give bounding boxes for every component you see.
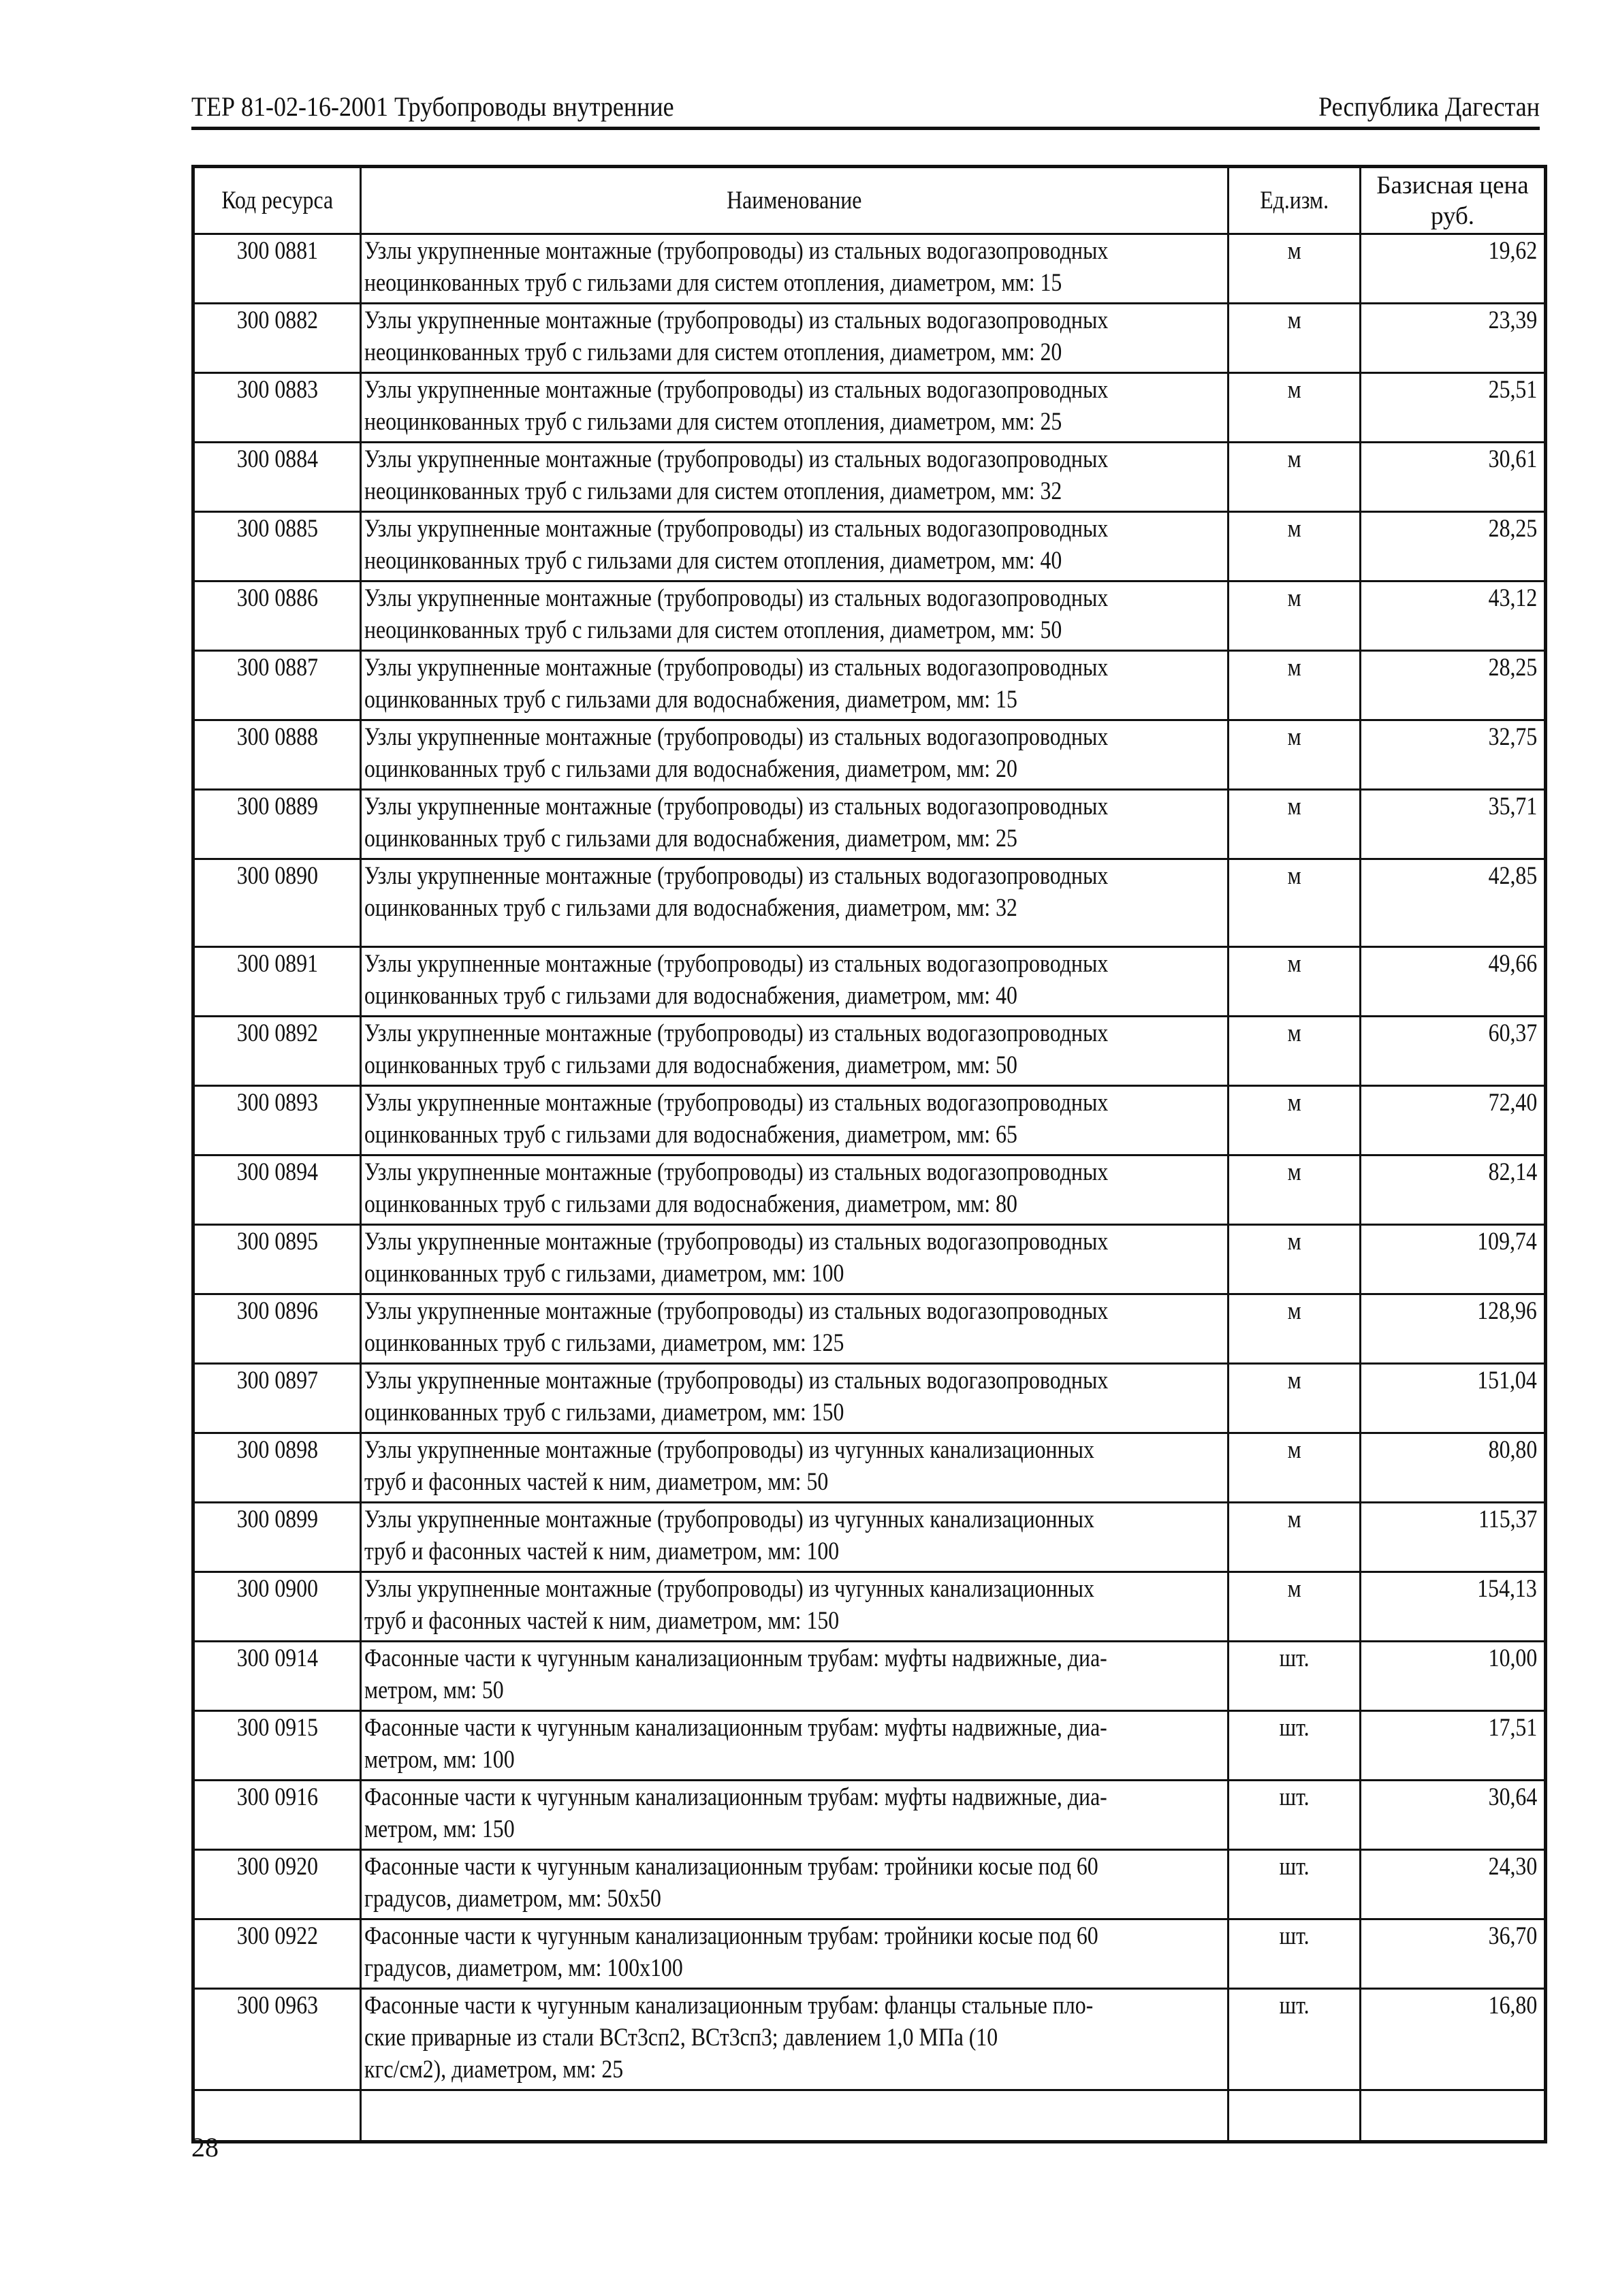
resource-price-table (191, 165, 1547, 2143)
resource-name-line: труб и фасонных частей к ним, диаметром, мм: 100 (364, 1537, 840, 1565)
unit-cell: шт. (1229, 1989, 1361, 2090)
resource-name-line: Узлы укрупненные монтажные (трубопроводы) из стальных водогазопроводных (364, 654, 1109, 682)
resource-name-cell (361, 1989, 1229, 2090)
resource-code-cell: 300 0887 (193, 651, 361, 720)
resource-name-line: оцинкованных труб с гильзами, диаметром, мм: 100 (364, 1260, 844, 1288)
empty-cell (1229, 2090, 1361, 2142)
resource-code-cell: 300 0922 (193, 1919, 361, 1989)
resource-name-line: градусов, диаметром, мм: 50х50 (364, 1885, 661, 1913)
resource-name-cell (361, 512, 1229, 581)
resource-name-line: метром, мм: 50 (364, 1676, 504, 1704)
resource-name-cell (361, 443, 1229, 512)
resource-name-line: оцинкованных труб с гильзами для водоснабжения, диаметром, мм: 50 (364, 1051, 1017, 1079)
table-row (193, 859, 1546, 947)
resource-code-cell: 300 0900 (193, 1572, 361, 1642)
resource-name-line: труб и фасонных частей к ним, диаметром, мм: 50 (364, 1468, 829, 1496)
resource-name-cell (361, 947, 1229, 1017)
document-title: ТЕР 81-02-16-2001 Трубопроводы внутренние (191, 91, 674, 122)
resource-code-cell: 300 0920 (193, 1850, 361, 1919)
table-row (193, 443, 1546, 512)
unit-cell: шт. (1229, 1642, 1361, 1711)
resource-name-line: метром, мм: 150 (364, 1815, 515, 1843)
table-row (193, 512, 1546, 581)
unit-cell: м (1229, 512, 1361, 581)
table-row (193, 234, 1546, 304)
unit-cell: м (1229, 720, 1361, 790)
unit-cell: м (1229, 1017, 1361, 1086)
unit-cell: шт. (1229, 1781, 1361, 1850)
resource-code-cell: 300 0890 (193, 859, 361, 947)
price-cell: 36,70 (1361, 1919, 1546, 1989)
resource-name-cell (361, 1919, 1229, 1989)
resource-name-line: Узлы укрупненные монтажные (трубопроводы) из стальных водогазопроводных (364, 376, 1109, 404)
resource-name-line: Узлы укрупненные монтажные (трубопроводы) из стальных водогазопроводных (364, 862, 1109, 890)
page-header (191, 87, 1540, 130)
resource-name-line: неоцинкованных труб с гильзами для систем отопления, диаметром, мм: 40 (364, 547, 1062, 575)
resource-name-line: оцинкованных труб с гильзами для водоснабжения, диаметром, мм: 25 (364, 825, 1017, 852)
resource-name-line: труб и фасонных частей к ним, диаметром, мм: 150 (364, 1607, 840, 1635)
resource-name-line: оцинкованных труб с гильзами для водоснабжения, диаметром, мм: 15 (364, 686, 1017, 714)
column-header-price: Базисная цена руб. (1361, 167, 1546, 234)
resource-name-cell (361, 1017, 1229, 1086)
unit-cell: м (1229, 1294, 1361, 1364)
resource-name-line: неоцинкованных труб с гильзами для систем отопления, диаметром, мм: 25 (364, 408, 1062, 436)
table-row (193, 947, 1546, 1017)
unit-cell: м (1229, 651, 1361, 720)
empty-cell (1361, 2090, 1546, 2142)
resource-code-cell: 300 0915 (193, 1711, 361, 1781)
table-row (193, 1572, 1546, 1642)
resource-name-line: Узлы укрупненные монтажные (трубопроводы) из стальных водогазопроводных (364, 723, 1109, 751)
resource-name-cell (361, 1850, 1229, 1919)
resource-name-line: Фасонные части к чугунным канализационным трубам: муфты надвижные, диа- (364, 1644, 1107, 1672)
resource-name-line: Фасонные части к чугунным канализационным трубам: муфты надвижные, диа- (364, 1783, 1107, 1811)
resource-name-line: Узлы укрупненные монтажные (трубопроводы) из стальных водогазопроводных (364, 1158, 1109, 1186)
price-cell: 32,75 (1361, 720, 1546, 790)
table-body (193, 234, 1546, 2142)
resource-name-cell (361, 1225, 1229, 1294)
resource-name-cell (361, 1711, 1229, 1781)
resource-code-cell: 300 0916 (193, 1781, 361, 1850)
resource-name-cell (361, 1086, 1229, 1155)
resource-name-line: неоцинкованных труб с гильзами для систем отопления, диаметром, мм: 50 (364, 616, 1062, 644)
empty-table-row (193, 2090, 1546, 2142)
resource-code-cell: 300 0882 (193, 304, 361, 373)
resource-name-line: кгс/см2), диаметром, мм: 25 (364, 2056, 624, 2084)
unit-cell: м (1229, 790, 1361, 859)
price-cell: 17,51 (1361, 1711, 1546, 1781)
page-number: 28 (191, 2132, 219, 2163)
price-cell: 128,96 (1361, 1294, 1546, 1364)
resource-name-line: Узлы укрупненные монтажные (трубопроводы) из стальных водогазопроводных (364, 515, 1109, 543)
resource-code-cell: 300 0896 (193, 1294, 361, 1364)
unit-cell: м (1229, 1503, 1361, 1572)
table-row (193, 1225, 1546, 1294)
unit-cell: м (1229, 859, 1361, 947)
resource-name-line: Узлы укрупненные монтажные (трубопроводы) из стальных водогазопроводных (364, 1297, 1109, 1325)
price-cell: 42,85 (1361, 859, 1546, 947)
resource-name-cell (361, 720, 1229, 790)
resource-name-line: Узлы укрупненные монтажные (трубопроводы) из чугунных канализационных (364, 1575, 1094, 1603)
resource-name-cell (361, 234, 1229, 304)
unit-cell: м (1229, 947, 1361, 1017)
column-header-unit: Ед.изм. (1229, 167, 1361, 234)
resource-name-line: метром, мм: 100 (364, 1746, 515, 1774)
table-row (193, 1364, 1546, 1433)
resource-name-line: оцинкованных труб с гильзами для водоснабжения, диаметром, мм: 40 (364, 982, 1017, 1010)
price-cell: 60,37 (1361, 1017, 1546, 1086)
resource-code-cell: 300 0899 (193, 1503, 361, 1572)
resource-name-cell (361, 1503, 1229, 1572)
unit-cell: шт. (1229, 1850, 1361, 1919)
table-row (193, 651, 1546, 720)
resource-name-line: Узлы укрупненные монтажные (трубопроводы) из стальных водогазопроводных (364, 1089, 1109, 1117)
resource-name-line: Узлы укрупненные монтажные (трубопроводы) из стальных водогазопроводных (364, 950, 1109, 978)
table-row (193, 304, 1546, 373)
resource-code-cell: 300 0963 (193, 1989, 361, 2090)
resource-name-line: оцинкованных труб с гильзами для водоснабжения, диаметром, мм: 80 (364, 1190, 1017, 1218)
resource-name-cell (361, 790, 1229, 859)
price-cell: 19,62 (1361, 234, 1546, 304)
resource-name-line: градусов, диаметром, мм: 100х100 (364, 1954, 683, 1982)
table-row (193, 1433, 1546, 1503)
table-row (193, 1017, 1546, 1086)
price-cell: 28,25 (1361, 651, 1546, 720)
price-cell: 23,39 (1361, 304, 1546, 373)
table-row (193, 1711, 1546, 1781)
unit-cell: м (1229, 304, 1361, 373)
price-cell: 80,80 (1361, 1433, 1546, 1503)
resource-name-line: ские приварные из стали ВСт3сп2, ВСт3сп3; давлением 1,0 МПа (10 (364, 2024, 998, 2052)
table-row (193, 1294, 1546, 1364)
resource-name-line: Узлы укрупненные монтажные (трубопроводы) из чугунных канализационных (364, 1505, 1094, 1533)
unit-cell: м (1229, 1433, 1361, 1503)
unit-cell: м (1229, 1086, 1361, 1155)
resource-name-cell (361, 581, 1229, 651)
price-cell: 82,14 (1361, 1155, 1546, 1225)
unit-cell: м (1229, 234, 1361, 304)
table-header-row (193, 167, 1546, 234)
resource-code-cell: 300 0889 (193, 790, 361, 859)
table-row (193, 1850, 1546, 1919)
price-cell: 28,25 (1361, 512, 1546, 581)
resource-code-cell: 300 0914 (193, 1642, 361, 1711)
unit-cell: шт. (1229, 1711, 1361, 1781)
resource-name-line: неоцинкованных труб с гильзами для систем отопления, диаметром, мм: 32 (364, 477, 1062, 505)
resource-name-line: неоцинкованных труб с гильзами для систем отопления, диаметром, мм: 20 (364, 338, 1062, 366)
unit-cell: м (1229, 1225, 1361, 1294)
price-cell: 72,40 (1361, 1086, 1546, 1155)
price-cell: 151,04 (1361, 1364, 1546, 1433)
resource-name-line: Фасонные части к чугунным канализационным трубам: фланцы стальные пло- (364, 1992, 1094, 2020)
table-row (193, 720, 1546, 790)
resource-name-line: Узлы укрупненные монтажные (трубопроводы) из стальных водогазопроводных (364, 237, 1109, 265)
resource-name-cell (361, 1572, 1229, 1642)
region-name: Республика Дагестан (1318, 91, 1540, 122)
resource-name-cell (361, 373, 1229, 443)
table-row (193, 373, 1546, 443)
table-row (193, 1155, 1546, 1225)
resource-code-cell: 300 0888 (193, 720, 361, 790)
resource-code-cell: 300 0895 (193, 1225, 361, 1294)
unit-cell: м (1229, 581, 1361, 651)
resource-code-cell: 300 0898 (193, 1433, 361, 1503)
price-cell: 49,66 (1361, 947, 1546, 1017)
resource-name-line: оцинкованных труб с гильзами для водоснабжения, диаметром, мм: 32 (364, 894, 1017, 922)
resource-name-cell (361, 1642, 1229, 1711)
resource-name-line: Узлы укрупненные монтажные (трубопроводы) из стальных водогазопроводных (364, 793, 1109, 820)
unit-cell: м (1229, 373, 1361, 443)
resource-name-line: оцинкованных труб с гильзами, диаметром, мм: 150 (364, 1399, 844, 1426)
price-cell: 109,74 (1361, 1225, 1546, 1294)
column-header-code: Код ресурса (193, 167, 361, 234)
unit-cell: м (1229, 1155, 1361, 1225)
price-cell: 30,64 (1361, 1781, 1546, 1850)
resource-code-cell: 300 0893 (193, 1086, 361, 1155)
table-row (193, 581, 1546, 651)
resource-name-line: оцинкованных труб с гильзами для водоснабжения, диаметром, мм: 20 (364, 755, 1017, 783)
resource-name-cell (361, 859, 1229, 947)
resource-name-cell (361, 1294, 1229, 1364)
price-cell: 24,30 (1361, 1850, 1546, 1919)
price-cell: 43,12 (1361, 581, 1546, 651)
resource-code-cell: 300 0897 (193, 1364, 361, 1433)
table-row (193, 1989, 1546, 2090)
table-row (193, 1781, 1546, 1850)
resource-code-cell: 300 0894 (193, 1155, 361, 1225)
resource-name-cell (361, 1155, 1229, 1225)
resource-code-cell: 300 0892 (193, 1017, 361, 1086)
table-row (193, 1919, 1546, 1989)
unit-cell: м (1229, 443, 1361, 512)
resource-name-line: Узлы укрупненные монтажные (трубопроводы) из стальных водогазопроводных (364, 1019, 1109, 1047)
price-cell: 10,00 (1361, 1642, 1546, 1711)
resource-code-cell: 300 0891 (193, 947, 361, 1017)
resource-name-line: Фасонные части к чугунным канализационным трубам: тройники косые под 60 (364, 1853, 1098, 1881)
price-cell: 154,13 (1361, 1572, 1546, 1642)
empty-cell (361, 2090, 1229, 2142)
table-row (193, 790, 1546, 859)
unit-cell: м (1229, 1364, 1361, 1433)
unit-cell: шт. (1229, 1919, 1361, 1989)
resource-code-cell: 300 0885 (193, 512, 361, 581)
resource-name-line: Узлы укрупненные монтажные (трубопроводы) из чугунных канализационных (364, 1436, 1094, 1464)
resource-name-cell (361, 304, 1229, 373)
resource-name-line: Узлы укрупненные монтажные (трубопроводы) из стальных водогазопроводных (364, 306, 1109, 334)
resource-name-line: Узлы укрупненные монтажные (трубопроводы) из стальных водогазопроводных (364, 1367, 1109, 1394)
resource-name-line: оцинкованных труб с гильзами для водоснабжения, диаметром, мм: 65 (364, 1121, 1017, 1149)
resource-code-cell: 300 0881 (193, 234, 361, 304)
resource-name-line: Узлы укрупненные монтажные (трубопроводы) из стальных водогазопроводных (364, 1228, 1109, 1256)
resource-name-line: Фасонные части к чугунным канализационным трубам: муфты надвижные, диа- (364, 1714, 1107, 1742)
unit-cell: м (1229, 1572, 1361, 1642)
resource-name-cell (361, 1433, 1229, 1503)
resource-name-cell (361, 651, 1229, 720)
price-cell: 16,80 (1361, 1989, 1546, 2090)
resource-name-line: Узлы укрупненные монтажные (трубопроводы) из стальных водогазопроводных (364, 584, 1109, 612)
column-header-name: Наименование (361, 167, 1229, 234)
price-cell: 35,71 (1361, 790, 1546, 859)
resource-name-cell (361, 1781, 1229, 1850)
table-row (193, 1086, 1546, 1155)
resource-name-line: Фасонные части к чугунным канализационным трубам: тройники косые под 60 (364, 1922, 1098, 1950)
resource-name-line: неоцинкованных труб с гильзами для систем отопления, диаметром, мм: 15 (364, 269, 1062, 297)
table-row (193, 1642, 1546, 1711)
price-cell: 25,51 (1361, 373, 1546, 443)
table-row (193, 1503, 1546, 1572)
resource-code-cell: 300 0883 (193, 373, 361, 443)
resource-code-cell: 300 0884 (193, 443, 361, 512)
price-cell: 115,37 (1361, 1503, 1546, 1572)
resource-name-line: оцинкованных труб с гильзами, диаметром, мм: 125 (364, 1329, 844, 1357)
price-cell: 30,61 (1361, 443, 1546, 512)
resource-name-cell (361, 1364, 1229, 1433)
resource-name-line: Узлы укрупненные монтажные (трубопроводы) из стальных водогазопроводных (364, 445, 1109, 473)
resource-code-cell: 300 0886 (193, 581, 361, 651)
